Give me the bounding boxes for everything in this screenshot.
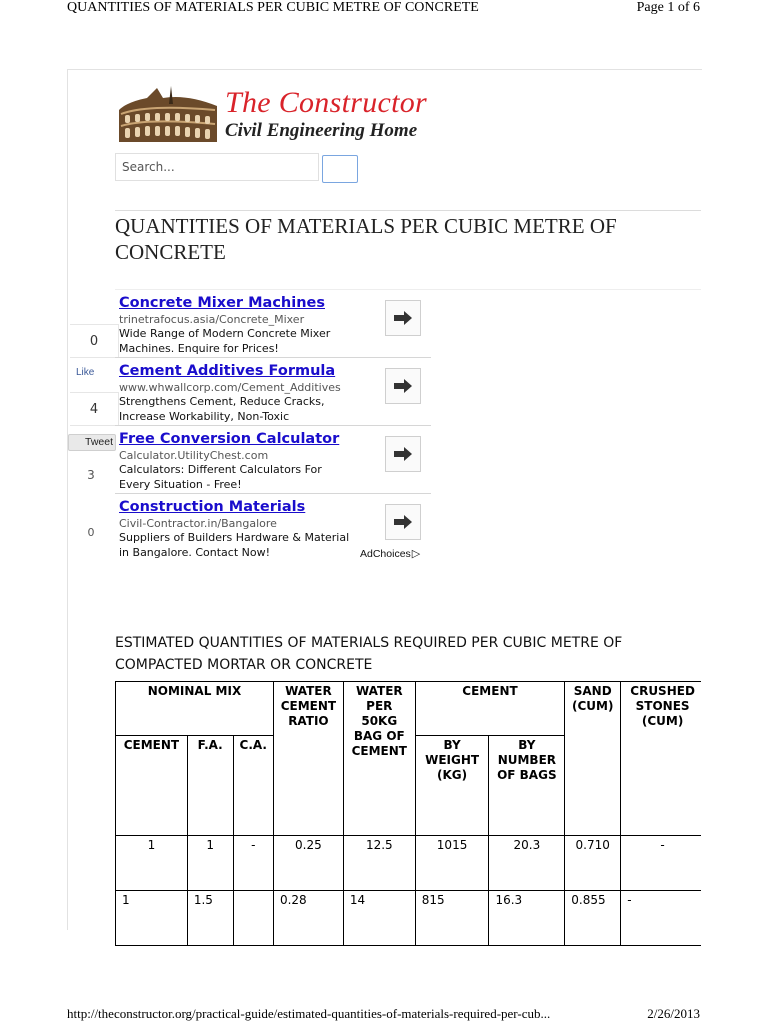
table-cell: 20.3 <box>489 836 565 891</box>
materials-table-wrap <box>115 681 701 947</box>
table-cell: 1 <box>187 836 233 891</box>
ad-url[interactable]: Civil-Contractor.in/Bangalore <box>119 517 277 530</box>
colosseum-icon <box>117 84 221 144</box>
arrow-right-icon <box>393 378 413 394</box>
ad-description: Calculators: Different Calculators For Every Situation - Free! <box>119 463 322 491</box>
facebook-like-button[interactable]: Like <box>76 367 95 378</box>
table-cell: 1015 <box>415 836 489 891</box>
header-cement: CEMENT <box>415 682 565 736</box>
table-cell: 0.855 <box>565 891 621 946</box>
divider <box>115 210 701 211</box>
ad-arrow-button[interactable] <box>385 300 421 336</box>
table-row <box>116 891 702 946</box>
arrow-right-icon <box>393 514 413 530</box>
ad-link[interactable]: Concrete Mixer Machines <box>119 295 325 311</box>
ad-arrow-button[interactable] <box>385 368 421 404</box>
table-cell: 0.25 <box>273 836 343 891</box>
share-count-3: 3 <box>87 468 95 482</box>
adchoices-icon: ▷ <box>411 548 421 560</box>
ad-link[interactable]: Cement Additives Formula <box>119 363 336 379</box>
ad-description: Suppliers of Builders Hardware & Material in Bangalore. Contact Now! <box>119 531 350 559</box>
print-footer-date: 2/26/2013 <box>647 1006 700 1021</box>
search-button[interactable] <box>322 155 358 183</box>
tweet-count-box <box>70 392 119 426</box>
site-logo[interactable] <box>117 84 467 146</box>
logo-subtitle: Civil Engineering Home <box>225 120 418 141</box>
arrow-right-icon <box>393 310 413 326</box>
table-cell: - <box>233 836 273 891</box>
header-by-bags: BY NUMBER OF BAGS <box>489 736 565 836</box>
table-cell: 815 <box>415 891 489 946</box>
divider <box>115 289 701 290</box>
ad-arrow-button[interactable] <box>385 436 421 472</box>
table-cell: - <box>621 891 701 946</box>
ad-block <box>115 427 431 494</box>
ad-block <box>115 359 431 426</box>
adchoices-label: AdChoices <box>360 548 411 560</box>
table-cell: 0.710 <box>565 836 621 891</box>
ad-link[interactable]: Free Conversion Calculator <box>119 431 340 447</box>
header-water-cement-ratio: WATER CEMENT RATIO <box>273 682 343 836</box>
header-by-weight: BY WEIGHT (KG) <box>415 736 489 836</box>
header-ca: C.A. <box>233 736 273 836</box>
header-nominal-mix: NOMINAL MIX <box>116 682 274 736</box>
article-title: QUANTITIES OF MATERIALS PER CUBIC METRE OF CONCRETE <box>115 214 617 264</box>
logo-title: The Constructor <box>225 86 428 119</box>
search-input[interactable] <box>115 153 319 181</box>
table-cell: 1 <box>116 836 188 891</box>
ad-url[interactable]: trinetrafocus.asia/Concrete_Mixer <box>119 313 305 326</box>
header-sand: SAND (CUM) <box>565 682 621 836</box>
table-cell: 14 <box>343 891 415 946</box>
ad-description: Wide Range of Modern Concrete Mixer Machines. Enquire for Prices! <box>119 327 331 355</box>
facebook-count: 0 <box>89 333 99 349</box>
header-fa: F.A. <box>187 736 233 836</box>
ad-link[interactable]: Construction Materials <box>119 499 306 515</box>
ad-description: Strengthens Cement, Reduce Cracks, Increase Workability, Non-Toxic <box>119 395 325 423</box>
ad-url[interactable]: www.whwallcorp.com/Cement_Additives <box>119 381 341 394</box>
table-cell: 1.5 <box>187 891 233 946</box>
print-footer-url: http://theconstructor.org/practical-guide/estimated-quantities-of-materials-required-per-cub... <box>67 1006 551 1021</box>
header-water-per-bag: WATER PER 50KG BAG OF CEMENT <box>343 682 415 836</box>
header-mix-cement: CEMENT <box>116 736 188 836</box>
table-cell: - <box>621 836 701 891</box>
ad-arrow-button[interactable] <box>385 504 421 540</box>
facebook-count-box <box>70 324 119 358</box>
adchoices-link[interactable] <box>360 547 420 560</box>
share-count-4: 0 <box>87 526 95 539</box>
tweet-button[interactable]: Tweet <box>68 434 116 451</box>
table-cell: 0.28 <box>273 891 343 946</box>
ad-block <box>115 291 431 358</box>
tweet-count: 4 <box>89 401 99 417</box>
arrow-right-icon <box>393 446 413 462</box>
table-cell: 12.5 <box>343 836 415 891</box>
table-cell: 1 <box>116 891 188 946</box>
section-heading: ESTIMATED QUANTITIES OF MATERIALS REQUIRED PER CUBIC METRE OF COMPACTED MORTAR OR CONCRETE <box>115 635 623 673</box>
header-crushed-stones: CRUSHED STONES (CUM) <box>621 682 701 836</box>
table-cell <box>233 891 273 946</box>
print-header <box>67 0 700 22</box>
print-header-page: Page 1 of 6 <box>636 0 700 15</box>
print-header-title: QUANTITIES OF MATERIALS PER CUBIC METRE OF CONCRETE <box>67 0 479 15</box>
print-footer <box>67 1006 700 1024</box>
materials-table <box>115 681 701 946</box>
ad-url[interactable]: Calculator.UtilityChest.com <box>119 449 269 462</box>
table-row <box>116 836 702 891</box>
table-cell: 16.3 <box>489 891 565 946</box>
